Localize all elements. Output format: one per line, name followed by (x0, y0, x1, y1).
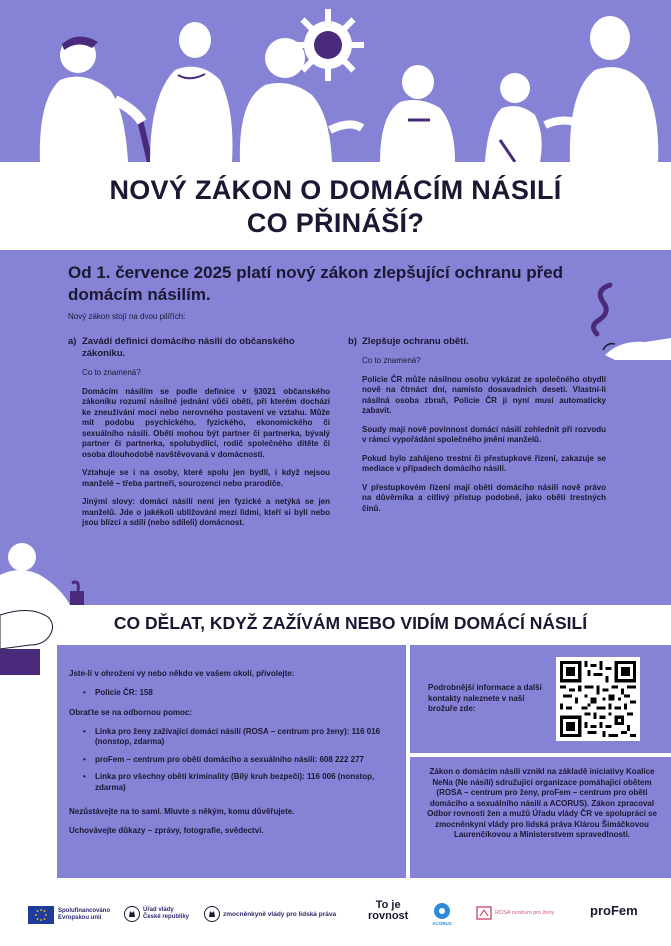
flower-decoration (292, 9, 364, 81)
commissioner-text: zmocněnkyně vlády pro lidská práva (223, 910, 337, 918)
commissioner-logo (204, 906, 336, 922)
main-section (0, 250, 671, 605)
older-woman-figure (380, 65, 455, 162)
page-title-line2: CO PŘINÁŠÍ? (246, 208, 425, 238)
brochure-box (410, 645, 671, 753)
danger-intro: Jste-li v ohrožení vy nebo někdo ve vašem okolí, přivolejte: (69, 669, 295, 678)
pillar-a (68, 336, 330, 537)
pillar-b-heading-text: Zlepšuje ochranu obětí. (362, 336, 469, 347)
pillar-b-subheading: Co to znamená? (362, 356, 421, 365)
title-band (0, 162, 671, 250)
help-content (69, 669, 394, 844)
acorus-text: ACORUS (432, 921, 452, 926)
elderly-man-figure (40, 36, 150, 162)
hand-spiral-decoration (585, 280, 671, 360)
people-illustration (0, 0, 671, 162)
pillar-b-paragraph: Pokud bylo zahájeno trestní či přestupkové řízení, zakazuje se mediace v případech domácího násilí. (362, 453, 606, 473)
pillar-a-subheading: Co to znamená? (82, 368, 141, 377)
pillar-b-paragraph: V přestupkovém řízení mají oběti domácího násilí nově právo na důvěrníka a citlivý přístup podobně, jako oběti trestných činů. (362, 482, 606, 513)
pillar-a-paragraph: Jinými slovy: domácí násilí není jen fyzické a netýká se jen manželů. Jde o jakékoli ubližování mezi lidmi, kteří si byli nebo jsou blízcí a sdílí (nebo sdíleli) domácnost. (82, 497, 330, 527)
eu-text-2: Evropskou unií (58, 915, 102, 921)
rovnost-text-1: To je (375, 899, 401, 911)
pillar-b-paragraph: Soudy mají nově povinnost domácí násilí zohlednit při rozvodu v rámci vypořádání společného jmění manželů. (362, 424, 606, 444)
pillar-b-paragraph: Policie ČR může násilnou osobu vykázat ze společného obydlí nově na čtrnáct dní, namísto dosavadních deseti. Vlastní-li násilná osoba zbraň, Policie ČR ji nyní musí automaticky zabavit. (362, 374, 606, 415)
acorus-logo (432, 902, 452, 927)
eu-logo (28, 906, 110, 924)
closing-advice-2: Uchovávejte důkazy – zprávy, fotografie, svědectví. (69, 825, 264, 835)
pillar-a-heading-text: Zavádí definici domácího násilí do občanského zákoníku. (82, 336, 295, 359)
rosa-icon (476, 906, 492, 920)
helpline-list (83, 727, 394, 794)
brochure-text: Podrobnější informace a další kontakty naleznete v naší brožuře zde: (428, 683, 542, 713)
helpline-item: • proFem – centrum pro oběti domácího a sexuálního násilí: 608 222 277 (83, 755, 394, 766)
young-woman-figure (485, 73, 542, 162)
helpline-item: • Linka pro všechny oběti kriminality (Bílý kruh bezpečí): 116 006 (nonstop, zdarma) (83, 772, 394, 793)
pillar-a-paragraph: Domácím násilím se podle definice v §3021 občanského zákoníku rozumí násilné jednání vůči oběti, při kterém dochází ke zneužívání moci nebo nerovného postavení ve vztahu. Může mít podobu psychického, fyzického, ekonomického či sexuálního násilí. Oběti mohou být partner či partnerka, bývalý partner či partnerka, spolubydlící, rodič společného dítěte či osoba dlouhodobě navštěvovaná v domácnosti. (82, 386, 330, 459)
profem-logo (590, 904, 638, 918)
rovnost-text-2: rovnost (368, 910, 409, 922)
gov-text-1: Úřad vlády (143, 907, 174, 913)
pillar-b-heading (348, 336, 606, 348)
lion-emblem-icon (124, 906, 140, 922)
credits-box (410, 757, 671, 878)
rovnost-logo (368, 900, 408, 922)
government-office-logo (124, 906, 189, 922)
elderly-woman-decoration (0, 535, 90, 605)
pillar-a-marker: a) (68, 336, 77, 347)
pillar-a-heading (68, 336, 330, 360)
tall-woman-figure (545, 16, 658, 162)
gov-text-2: České republiky (143, 914, 190, 920)
eu-flag-icon (28, 906, 54, 924)
helpline-item: • Linka pro ženy zažívající domácí násilí (ROSA – centrum pro ženy): 116 016 (nonstop, zdarma) (83, 727, 394, 748)
qr-code-graphic (560, 661, 636, 737)
credits-text: Zákon o domácím násilí vznikl na základě iniciativy Koalice NeNa (Ne násilí) sdružující organizace pomáhající obětem (ROSA – centrum pro ženy, proFem – centrum pro oběti domácího a sexuálního násilí a ACORUS). Zákon zpracoval Odbor rovnosti žen a mužů Úřadu vlády ČR ve spolupráci se zmocněnkyní vlády pro lidská práva Klárou Šimáčkovou Laurenčíkovou a Ministerstvem spravedlnosti. (427, 767, 657, 839)
emergency-list (83, 688, 394, 699)
hand-decoration (0, 605, 60, 675)
section2-title: CO DĚLAT, KDYŽ ZAŽÍVÁM NEBO VIDÍM DOMÁCÍ NÁSILÍ (113, 613, 588, 633)
lead-text: Od 1. července 2025 platí nový zákon zlepšující ochranu před domácím násilím. (68, 263, 564, 304)
pillar-b-marker: b) (348, 336, 357, 347)
profem-text: proFem (590, 903, 638, 918)
rosa-text: ROSA centrum pro ženy (495, 909, 555, 916)
footer-logos (0, 890, 671, 946)
qr-code[interactable] (556, 657, 640, 741)
intro-text: Nový zákon stojí na dvou pilířích: (68, 312, 186, 321)
closing-advice-1: Nezůstávejte na to sami. Mluvte s někým, komu důvěřujete. (69, 807, 295, 816)
police-line: • Policie ČR: 158 (83, 688, 394, 699)
pillar-a-paragraph: Vztahuje se i na osoby, které spolu jen bydlí, i když nejsou manželé – třeba partneři, sourozenci nebo prarodiče. (82, 468, 330, 488)
rosa-logo (476, 906, 554, 920)
page-title-line1: NOVÝ ZÁKON O DOMÁCÍM NÁSILÍ (109, 175, 562, 205)
acorus-sun-icon (432, 902, 452, 920)
woman-figure (150, 22, 233, 162)
section2-band (0, 605, 671, 645)
help-box (57, 645, 406, 878)
lion-emblem-icon (204, 906, 220, 922)
pillar-b (348, 336, 606, 522)
hero-illustration (0, 0, 671, 162)
pro-intro: Obraťte se na odbornou pomoc: (69, 708, 192, 717)
eu-text-1: Spolufinancováno (58, 908, 111, 914)
